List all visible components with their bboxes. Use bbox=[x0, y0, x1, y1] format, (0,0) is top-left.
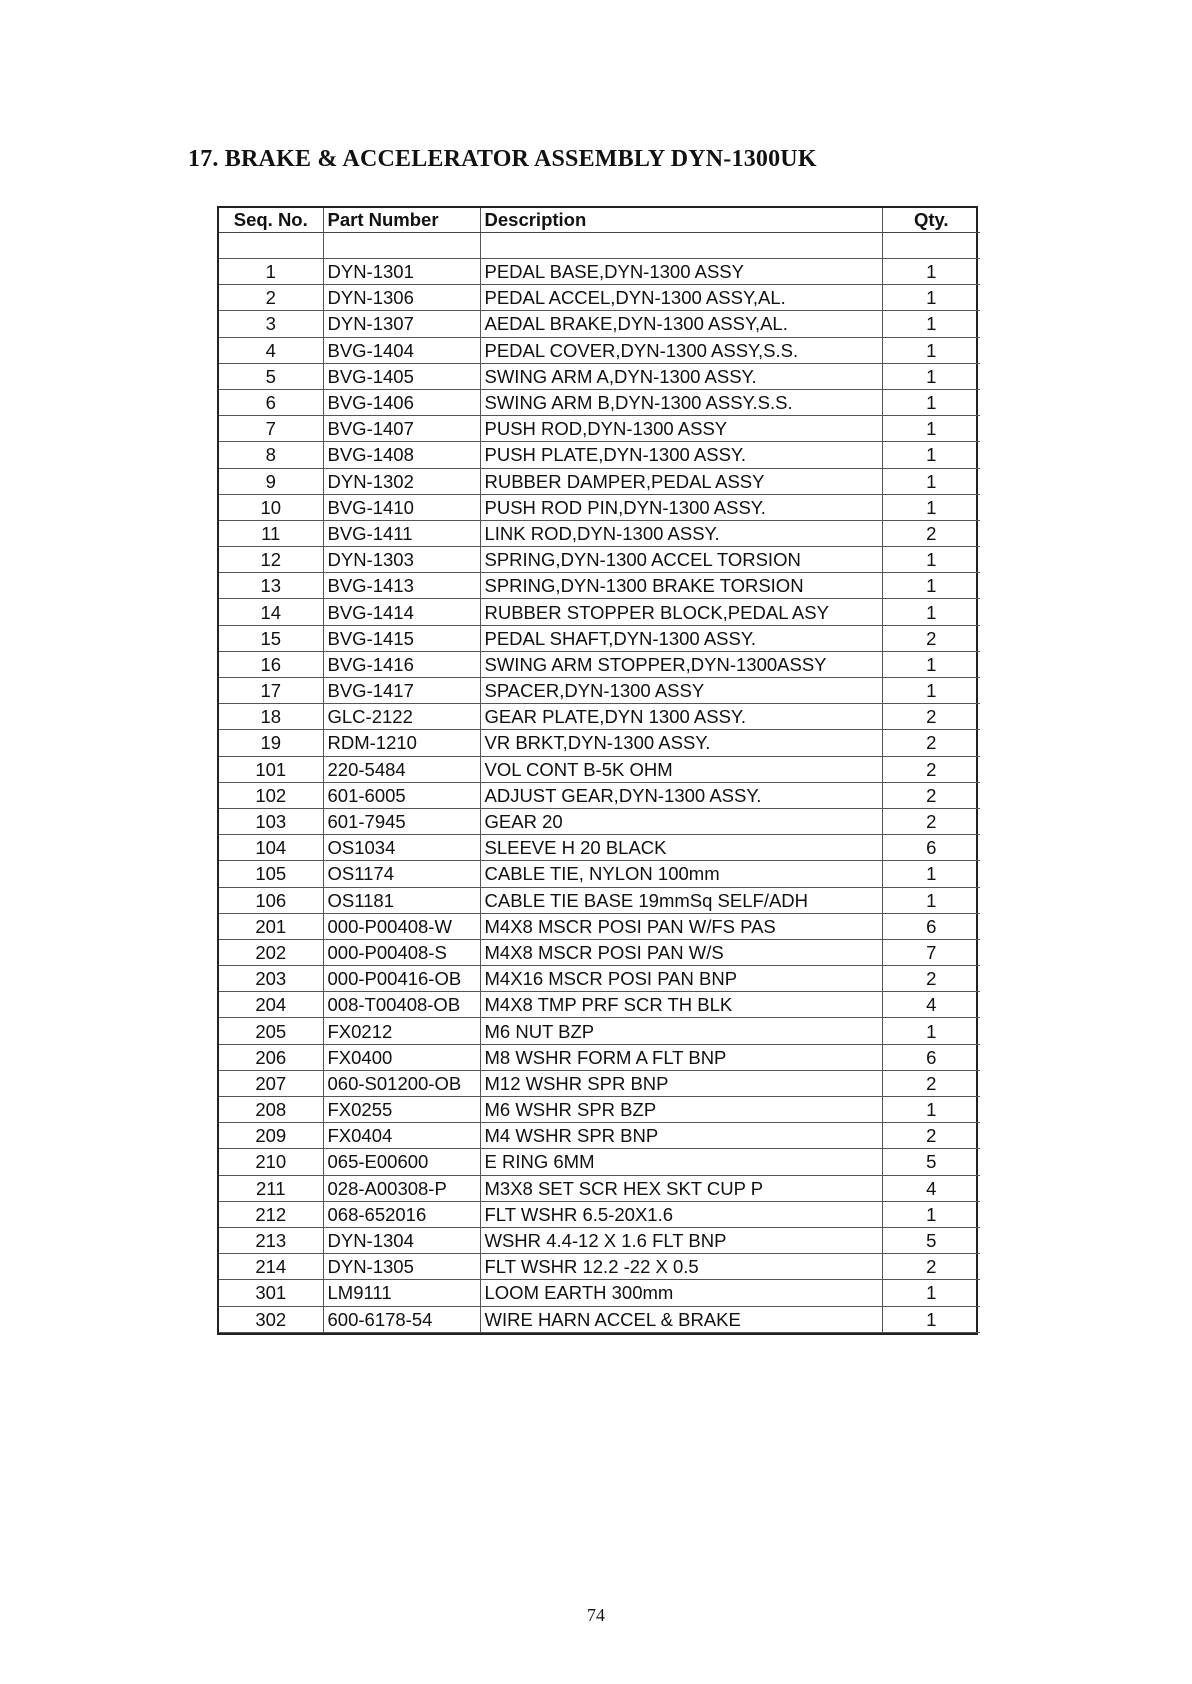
parts-table-body bbox=[219, 233, 980, 1333]
table-row bbox=[219, 730, 980, 756]
qty-cell: 2 bbox=[882, 704, 980, 730]
seq-cell: 102 bbox=[219, 782, 323, 808]
qty-cell: 2 bbox=[882, 966, 980, 992]
qty-cell: 1 bbox=[882, 887, 980, 913]
table-row bbox=[219, 1175, 980, 1201]
description-cell: M8 WSHR FORM A FLT BNP bbox=[480, 1044, 882, 1070]
description-cell: SWING ARM B,DYN-1300 ASSY.S.S. bbox=[480, 389, 882, 415]
parts-table-frame bbox=[217, 206, 978, 1335]
table-row bbox=[219, 363, 980, 389]
seq-cell: 7 bbox=[219, 416, 323, 442]
qty-cell: 1 bbox=[882, 259, 980, 285]
part-number-cell: DYN-1305 bbox=[323, 1254, 480, 1280]
table-row bbox=[219, 704, 980, 730]
part-number-cell: BVG-1408 bbox=[323, 442, 480, 468]
part-number-cell: BVG-1416 bbox=[323, 651, 480, 677]
part-number-cell: BVG-1417 bbox=[323, 678, 480, 704]
qty-cell: 2 bbox=[882, 808, 980, 834]
seq-cell: 19 bbox=[219, 730, 323, 756]
description-cell: WSHR 4.4-12 X 1.6 FLT BNP bbox=[480, 1227, 882, 1253]
seq-cell: 11 bbox=[219, 520, 323, 546]
qty-cell: 1 bbox=[882, 311, 980, 337]
table-row bbox=[219, 651, 980, 677]
part-number-cell: FX0212 bbox=[323, 1018, 480, 1044]
qty-cell: 1 bbox=[882, 573, 980, 599]
description-cell: FLT WSHR 6.5-20X1.6 bbox=[480, 1201, 882, 1227]
parts-table bbox=[219, 208, 980, 1333]
qty-cell: 1 bbox=[882, 285, 980, 311]
table-row bbox=[219, 966, 980, 992]
table-row bbox=[219, 1044, 980, 1070]
table-row bbox=[219, 913, 980, 939]
description-cell: CABLE TIE BASE 19mmSq SELF/ADH bbox=[480, 887, 882, 913]
part-number-cell: DYN-1306 bbox=[323, 285, 480, 311]
part-number-cell: LM9111 bbox=[323, 1280, 480, 1306]
description-cell: SWING ARM A,DYN-1300 ASSY. bbox=[480, 363, 882, 389]
table-row bbox=[219, 1097, 980, 1123]
page-number: 74 bbox=[587, 1605, 605, 1625]
part-number-cell: 600-6178-54 bbox=[323, 1306, 480, 1332]
table-row bbox=[219, 259, 980, 285]
table-row bbox=[219, 756, 980, 782]
seq-cell: 1 bbox=[219, 259, 323, 285]
part-number-cell: DYN-1303 bbox=[323, 547, 480, 573]
qty-cell: 1 bbox=[882, 599, 980, 625]
seq-cell: 211 bbox=[219, 1175, 323, 1201]
description-cell: PEDAL BASE,DYN-1300 ASSY bbox=[480, 259, 882, 285]
description-cell: PUSH ROD PIN,DYN-1300 ASSY. bbox=[480, 494, 882, 520]
qty-cell: 4 bbox=[882, 992, 980, 1018]
description-cell: AEDAL BRAKE,DYN-1300 ASSY,AL. bbox=[480, 311, 882, 337]
qty-cell: 1 bbox=[882, 1097, 980, 1123]
description-cell: M6 WSHR SPR BZP bbox=[480, 1097, 882, 1123]
seq-cell: 302 bbox=[219, 1306, 323, 1332]
description-cell: GEAR 20 bbox=[480, 808, 882, 834]
table-row bbox=[219, 1254, 980, 1280]
header-part-number: Part Number bbox=[323, 208, 480, 233]
part-number-cell: OS1174 bbox=[323, 861, 480, 887]
part-number-cell: BVG-1410 bbox=[323, 494, 480, 520]
part-number-cell: 008-T00408-OB bbox=[323, 992, 480, 1018]
description-cell: PUSH ROD,DYN-1300 ASSY bbox=[480, 416, 882, 442]
description-cell: PEDAL COVER,DYN-1300 ASSY,S.S. bbox=[480, 337, 882, 363]
seq-cell: 301 bbox=[219, 1280, 323, 1306]
seq-cell: 5 bbox=[219, 363, 323, 389]
part-number-cell: FX0255 bbox=[323, 1097, 480, 1123]
description-cell: FLT WSHR 12.2 -22 X 0.5 bbox=[480, 1254, 882, 1280]
table-row bbox=[219, 861, 980, 887]
description-cell: M3X8 SET SCR HEX SKT CUP P bbox=[480, 1175, 882, 1201]
table-row bbox=[219, 547, 980, 573]
description-cell: M12 WSHR SPR BNP bbox=[480, 1070, 882, 1096]
part-number-cell: BVG-1414 bbox=[323, 599, 480, 625]
table-row bbox=[219, 442, 980, 468]
seq-cell: 209 bbox=[219, 1123, 323, 1149]
qty-cell: 1 bbox=[882, 468, 980, 494]
seq-cell: 103 bbox=[219, 808, 323, 834]
table-row bbox=[219, 389, 980, 415]
qty-cell: 2 bbox=[882, 1070, 980, 1096]
seq-cell: 16 bbox=[219, 651, 323, 677]
part-number-cell: BVG-1413 bbox=[323, 573, 480, 599]
seq-cell: 104 bbox=[219, 835, 323, 861]
table-row bbox=[219, 782, 980, 808]
part-number-cell: 601-6005 bbox=[323, 782, 480, 808]
description-cell: M6 NUT BZP bbox=[480, 1018, 882, 1044]
qty-cell: 1 bbox=[882, 1201, 980, 1227]
part-number-cell: BVG-1404 bbox=[323, 337, 480, 363]
seq-cell: 213 bbox=[219, 1227, 323, 1253]
table-row bbox=[219, 1306, 980, 1332]
table-row bbox=[219, 285, 980, 311]
seq-cell: 18 bbox=[219, 704, 323, 730]
part-number-cell: BVG-1406 bbox=[323, 389, 480, 415]
qty-cell: 5 bbox=[882, 1227, 980, 1253]
description-cell: M4 WSHR SPR BNP bbox=[480, 1123, 882, 1149]
qty-cell: 2 bbox=[882, 1123, 980, 1149]
qty-cell: 2 bbox=[882, 625, 980, 651]
header-seq-no: Seq. No. bbox=[219, 208, 323, 233]
part-number-cell: 065-E00600 bbox=[323, 1149, 480, 1175]
table-row bbox=[219, 887, 980, 913]
table-row bbox=[219, 678, 980, 704]
part-number-cell: 000-P00416-OB bbox=[323, 966, 480, 992]
table-row bbox=[219, 992, 980, 1018]
table-row bbox=[219, 337, 980, 363]
description-cell: LINK ROD,DYN-1300 ASSY. bbox=[480, 520, 882, 546]
qty-cell: 1 bbox=[882, 494, 980, 520]
seq-cell: 9 bbox=[219, 468, 323, 494]
part-number-cell: BVG-1405 bbox=[323, 363, 480, 389]
qty-cell: 5 bbox=[882, 1149, 980, 1175]
qty-cell: 1 bbox=[882, 861, 980, 887]
qty-cell: 1 bbox=[882, 442, 980, 468]
part-number-cell: OS1181 bbox=[323, 887, 480, 913]
seq-cell: 214 bbox=[219, 1254, 323, 1280]
description-cell: LOOM EARTH 300mm bbox=[480, 1280, 882, 1306]
seq-cell: 212 bbox=[219, 1201, 323, 1227]
part-number-cell: BVG-1411 bbox=[323, 520, 480, 546]
description-cell: PUSH PLATE,DYN-1300 ASSY. bbox=[480, 442, 882, 468]
table-row bbox=[219, 808, 980, 834]
qty-cell: 1 bbox=[882, 416, 980, 442]
seq-cell: 204 bbox=[219, 992, 323, 1018]
table-row bbox=[219, 468, 980, 494]
seq-cell: 201 bbox=[219, 913, 323, 939]
part-number-cell: DYN-1301 bbox=[323, 259, 480, 285]
description-cell: M4X8 TMP PRF SCR TH BLK bbox=[480, 992, 882, 1018]
seq-cell: 6 bbox=[219, 389, 323, 415]
description-cell: VOL CONT B-5K OHM bbox=[480, 756, 882, 782]
description-cell: SWING ARM STOPPER,DYN-1300ASSY bbox=[480, 651, 882, 677]
description-cell: WIRE HARN ACCEL & BRAKE bbox=[480, 1306, 882, 1332]
qty-cell: 6 bbox=[882, 835, 980, 861]
qty-cell: 2 bbox=[882, 730, 980, 756]
seq-cell: 208 bbox=[219, 1097, 323, 1123]
qty-cell: 1 bbox=[882, 651, 980, 677]
table-row bbox=[219, 1149, 980, 1175]
description-cell: M4X8 MSCR POSI PAN W/S bbox=[480, 939, 882, 965]
qty-cell: 1 bbox=[882, 1306, 980, 1332]
seq-cell: 10 bbox=[219, 494, 323, 520]
table-row bbox=[219, 1018, 980, 1044]
qty-cell: 4 bbox=[882, 1175, 980, 1201]
seq-cell: 15 bbox=[219, 625, 323, 651]
part-number-cell: DYN-1307 bbox=[323, 311, 480, 337]
qty-cell: 2 bbox=[882, 1254, 980, 1280]
part-number-cell: RDM-1210 bbox=[323, 730, 480, 756]
part-number-cell: 060-S01200-OB bbox=[323, 1070, 480, 1096]
qty-cell: 1 bbox=[882, 678, 980, 704]
table-row bbox=[219, 939, 980, 965]
part-number-cell: FX0404 bbox=[323, 1123, 480, 1149]
seq-cell: 210 bbox=[219, 1149, 323, 1175]
qty-cell: 2 bbox=[882, 520, 980, 546]
description-cell: SPRING,DYN-1300 ACCEL TORSION bbox=[480, 547, 882, 573]
table-row bbox=[219, 1070, 980, 1096]
seq-cell: 202 bbox=[219, 939, 323, 965]
table-row bbox=[219, 416, 980, 442]
part-number-cell: 601-7945 bbox=[323, 808, 480, 834]
table-row bbox=[219, 835, 980, 861]
part-number-cell: DYN-1302 bbox=[323, 468, 480, 494]
qty-cell: 7 bbox=[882, 939, 980, 965]
description-cell: M4X8 MSCR POSI PAN W/FS PAS bbox=[480, 913, 882, 939]
seq-cell: 3 bbox=[219, 311, 323, 337]
part-number-cell: BVG-1407 bbox=[323, 416, 480, 442]
part-number-cell: GLC-2122 bbox=[323, 704, 480, 730]
table-row bbox=[219, 520, 980, 546]
description-cell: SPACER,DYN-1300 ASSY bbox=[480, 678, 882, 704]
part-number-cell: OS1034 bbox=[323, 835, 480, 861]
header-description: Description bbox=[480, 208, 882, 233]
seq-cell: 8 bbox=[219, 442, 323, 468]
seq-cell: 105 bbox=[219, 861, 323, 887]
part-number-cell: FX0400 bbox=[323, 1044, 480, 1070]
table-row bbox=[219, 311, 980, 337]
part-number-cell: 000-P00408-S bbox=[323, 939, 480, 965]
seq-cell: 203 bbox=[219, 966, 323, 992]
description-cell: GEAR PLATE,DYN 1300 ASSY. bbox=[480, 704, 882, 730]
table-row bbox=[219, 599, 980, 625]
table-row bbox=[219, 494, 980, 520]
seq-cell: 17 bbox=[219, 678, 323, 704]
description-cell: E RING 6MM bbox=[480, 1149, 882, 1175]
part-number-cell: BVG-1415 bbox=[323, 625, 480, 651]
description-cell: M4X16 MSCR POSI PAN BNP bbox=[480, 966, 882, 992]
part-number-cell: 028-A00308-P bbox=[323, 1175, 480, 1201]
description-cell: SLEEVE H 20 BLACK bbox=[480, 835, 882, 861]
part-number-cell: 068-652016 bbox=[323, 1201, 480, 1227]
qty-cell: 6 bbox=[882, 913, 980, 939]
part-number-cell: 220-5484 bbox=[323, 756, 480, 782]
description-cell: PEDAL SHAFT,DYN-1300 ASSY. bbox=[480, 625, 882, 651]
qty-cell: 1 bbox=[882, 1018, 980, 1044]
seq-cell: 14 bbox=[219, 599, 323, 625]
qty-cell: 1 bbox=[882, 547, 980, 573]
qty-cell: 1 bbox=[882, 389, 980, 415]
table-row bbox=[219, 1227, 980, 1253]
seq-cell: 12 bbox=[219, 547, 323, 573]
description-cell: CABLE TIE, NYLON 100mm bbox=[480, 861, 882, 887]
qty-cell: 1 bbox=[882, 363, 980, 389]
qty-cell: 1 bbox=[882, 337, 980, 363]
seq-cell: 106 bbox=[219, 887, 323, 913]
parts-table-header bbox=[219, 208, 980, 233]
table-row bbox=[219, 1201, 980, 1227]
table-row bbox=[219, 573, 980, 599]
seq-cell: 207 bbox=[219, 1070, 323, 1096]
qty-cell: 2 bbox=[882, 756, 980, 782]
table-row bbox=[219, 1280, 980, 1306]
description-cell: RUBBER STOPPER BLOCK,PEDAL ASY bbox=[480, 599, 882, 625]
qty-cell: 1 bbox=[882, 1280, 980, 1306]
seq-cell: 4 bbox=[219, 337, 323, 363]
table-row bbox=[219, 1123, 980, 1149]
description-cell: SPRING,DYN-1300 BRAKE TORSION bbox=[480, 573, 882, 599]
seq-cell: 13 bbox=[219, 573, 323, 599]
seq-cell: 2 bbox=[219, 285, 323, 311]
seq-cell: 206 bbox=[219, 1044, 323, 1070]
header-qty: Qty. bbox=[882, 208, 980, 233]
qty-cell: 2 bbox=[882, 782, 980, 808]
description-cell: VR BRKT,DYN-1300 ASSY. bbox=[480, 730, 882, 756]
part-number-cell: DYN-1304 bbox=[323, 1227, 480, 1253]
seq-cell: 205 bbox=[219, 1018, 323, 1044]
header-row bbox=[219, 208, 980, 233]
blank-row bbox=[219, 233, 980, 259]
description-cell: RUBBER DAMPER,PEDAL ASSY bbox=[480, 468, 882, 494]
part-number-cell: 000-P00408-W bbox=[323, 913, 480, 939]
qty-cell: 6 bbox=[882, 1044, 980, 1070]
seq-cell: 101 bbox=[219, 756, 323, 782]
page-title: 17. BRAKE & ACCELERATOR ASSEMBLY DYN-1300UK bbox=[188, 146, 817, 172]
table-row bbox=[219, 625, 980, 651]
description-cell: PEDAL ACCEL,DYN-1300 ASSY,AL. bbox=[480, 285, 882, 311]
description-cell: ADJUST GEAR,DYN-1300 ASSY. bbox=[480, 782, 882, 808]
